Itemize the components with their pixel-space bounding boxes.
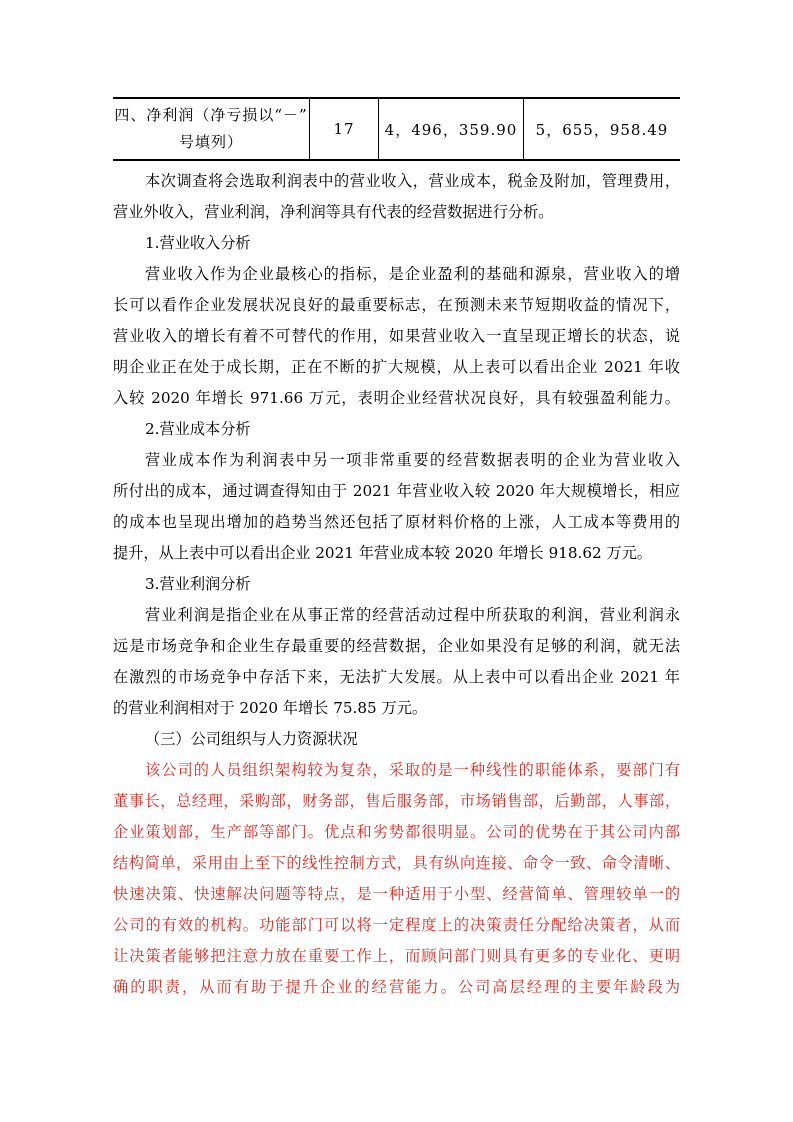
- paragraph-line: 结构简单，采用由上至下的线性控制方式，具有纵向连接、命令一致、命令清晰、: [113, 854, 680, 872]
- row-label-line-2: 号填列）: [178, 133, 243, 151]
- paragraph-line: 在激烈的市场竞争中存活下来，无法扩大发展。从上表中可以看出企业 2021 年: [113, 668, 680, 686]
- paragraph-line: 企业策划部，生产部等部门。优点和劣势都很明显。公司的优势在于其公司内部: [113, 823, 680, 841]
- row-number: 17: [310, 98, 379, 160]
- paragraph-line: 让决策者能够把注意力放在重要工作上，而顾问部门则具有更多的专业化、更明: [113, 947, 680, 965]
- paragraph-line: 营业收入作为企业最核心的指标，是企业盈利的基础和源泉，营业收入的增: [145, 265, 680, 283]
- row-label-line-1: 四、净利润（净亏损以“－”: [114, 106, 308, 124]
- paragraph-line: 公司的有效的机构。功能部门可以将一定程度上的决策责任分配给决策者，从而: [113, 916, 680, 934]
- row-label: [113, 98, 310, 160]
- paragraph-line: 快速决策、快速解决问题等特点，是一种适用于小型、经营简单、管理较单一的: [113, 885, 680, 903]
- paragraph-line: 营业利润是指企业在从事正常的经营活动过程中所获取的利润，营业利润永: [145, 606, 680, 624]
- paragraph-line: 董事长，总经理，采购部，财务部，售后服务部，市场销售部，后勤部，人事部，: [113, 792, 680, 810]
- paragraph-line: 的营业利润相对于 2020 年增长 75.85 万元。: [113, 699, 428, 717]
- section-heading-organization: （三）公司组织与人力资源状况: [145, 730, 358, 748]
- paragraph-line: 确的职责，从而有助于提升企业的经营能力。公司高层经理的主要年龄段为: [113, 978, 680, 996]
- paragraph-line: 本次调查将会选取利润表中的营业收入，营业成本，税金及附加，管理费用，: [145, 172, 680, 190]
- value-2021: 5，655，958.49: [524, 98, 681, 160]
- paragraph-line: 营业外收入，营业利润，净利润等具有代表的经营数据进行分析。: [113, 203, 554, 221]
- section-heading-revenue: 1.营业收入分析: [145, 234, 251, 252]
- value-2020: 4，496，359.90: [379, 98, 524, 160]
- paragraph-line: 长可以看作企业发展状况良好的最重要标志，在预测未来节短期收益的情况下，: [113, 296, 680, 314]
- paragraph-line: 入较 2020 年增长 971.66 万元，表明企业经营状况良好，具有较强盈利能力。: [113, 389, 680, 407]
- paragraph-line: 远是市场竞争和企业生存最重要的经营数据，企业如果没有足够的利润，就无法: [113, 637, 680, 655]
- paragraph-line: 所付出的成本，通过调查得知由于 2021 年营业收入较 2020 年大规模增长，相应: [113, 482, 680, 500]
- paragraph-line: 该公司的人员组织架构较为复杂，采取的是一种线性的职能体系，要部门有: [145, 761, 680, 779]
- table-row: [113, 98, 680, 160]
- section-heading-operating-profit: 3.营业利润分析: [145, 575, 251, 593]
- paragraph-line: 提升，从上表中可以看出企业 2021 年营业成本较 2020 年增长 918.62 万元。: [113, 544, 653, 562]
- paragraph-line: 的成本也呈现出增加的趋势当然还包括了原材料价格的上涨，人工成本等费用的: [113, 513, 680, 531]
- section-heading-cost: 2.营业成本分析: [145, 420, 251, 438]
- net-profit-table: [113, 97, 680, 161]
- paragraph-line: 营业成本作为利润表中另一项非常重要的经营数据表明的企业为营业收入: [145, 451, 680, 469]
- paragraph-line: 营业收入的增长有着不可替代的作用，如果营业收入一直呈现正增长的状态，说: [113, 327, 680, 345]
- paragraph-line: 明企业正在处于成长期，正在不断的扩大规模，从上表可以看出企业 2021 年收: [113, 358, 680, 376]
